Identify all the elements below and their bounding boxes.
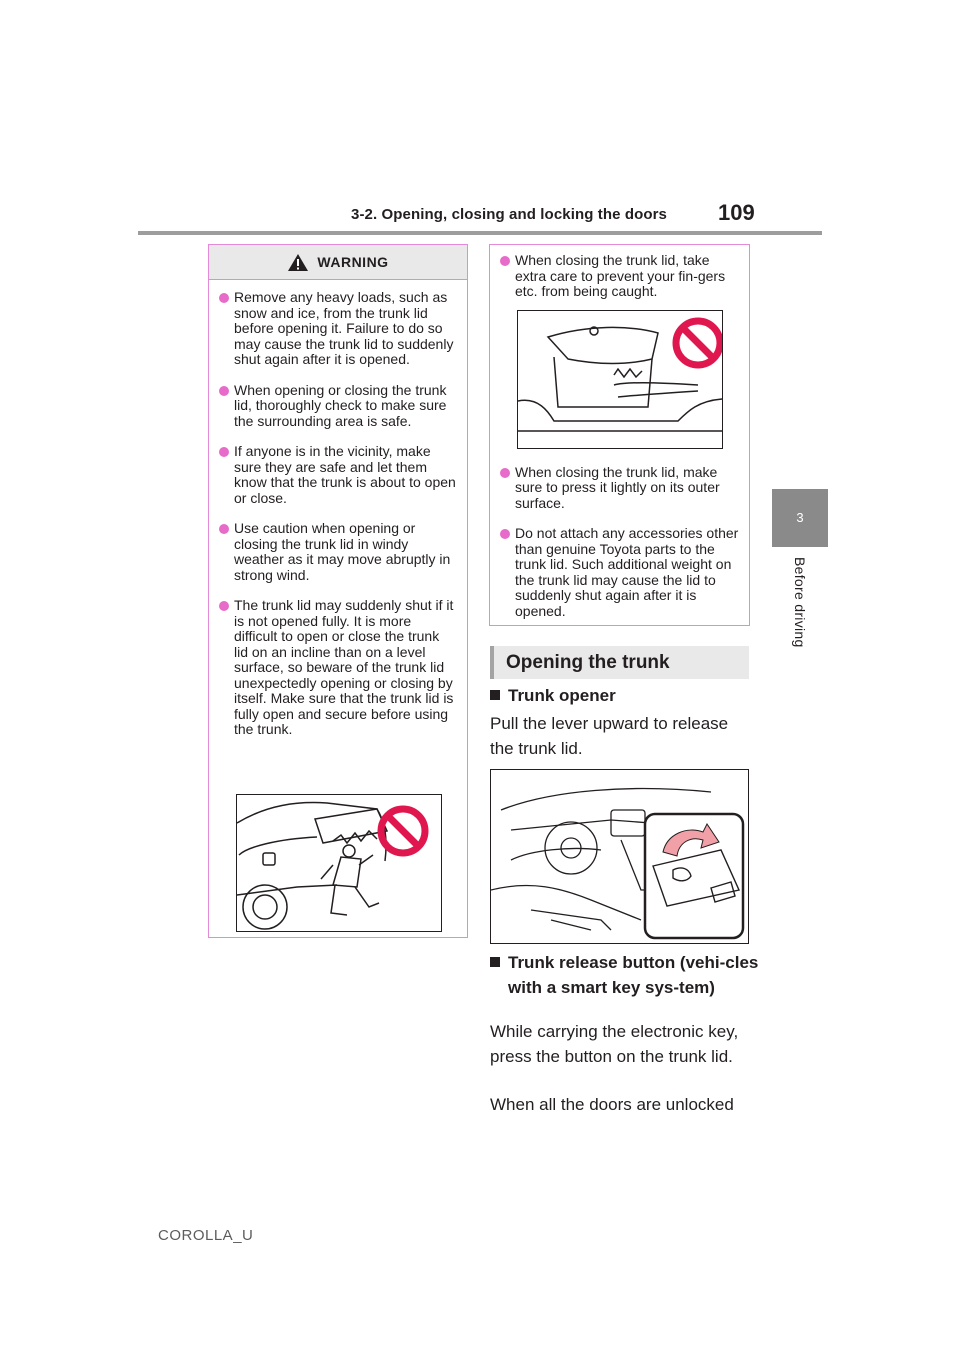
bullet-icon <box>219 524 229 534</box>
opening-trunk-heading: Opening the trunk <box>490 646 749 679</box>
warning-item: When closing the trunk lid, take extra care to prevent your fin-gers etc. from being caught. <box>500 253 739 300</box>
section-title: 3-2. Opening, closing and locking the doors <box>351 206 667 223</box>
prohibition-icon <box>676 321 720 365</box>
cabin-lever-drawing <box>491 770 748 943</box>
finger-caught-illustration <box>517 310 723 449</box>
chapter-tab: 3 <box>772 489 828 547</box>
trunk-release-text-continued: When all the doors are unlocked <box>490 1095 734 1114</box>
square-bullet-icon <box>490 690 500 700</box>
trunk-finger-drawing <box>518 311 722 448</box>
trunk-lid-hazard-illustration <box>236 794 442 932</box>
warning-item: Do not attach any accessories other than genuine Toyota parts to the trunk lid. Such additional weight on the trunk lid may cause the lid to suddenly shut again after it is opened. <box>500 526 739 619</box>
trunk-release-button-heading: Trunk release button (vehi-cles with a smart key sys-tem) <box>490 950 768 1000</box>
trunk-opener-text: Pull the lever upward to release the trunk lid. <box>490 714 729 758</box>
warning-item: When opening or closing the trunk lid, thoroughly check to make sure the surrounding area is safe. <box>219 383 457 430</box>
bullet-icon <box>500 256 510 266</box>
warning-title: WARNING <box>317 254 389 270</box>
bullet-icon <box>219 601 229 611</box>
warning-item: The trunk lid may suddenly shut if it is not opened fully. It is more difficult to open or close the trunk lid on an incline than on a level surface, so beware of the trunk lid unexpectedly opening or closing by itself. Make sure that the trunk lid is fully open and secure before using the trunk. <box>219 598 457 738</box>
trunk-release-text: While carrying the electronic key, press the button on the trunk lid. <box>490 1022 739 1066</box>
warning-item: Use caution when opening or closing the trunk lid in windy weather as it may move abruptly in strong wind. <box>219 521 457 583</box>
bullet-icon <box>219 386 229 396</box>
model-code: COROLLA_U <box>158 1227 254 1244</box>
warning-item: Remove any heavy loads, such as snow and ice, from the trunk lid before opening it. Failure to do so may cause the trunk lid to suddenly shut again after it is opened. <box>219 290 457 368</box>
bullet-icon <box>500 468 510 478</box>
bullet-icon <box>219 447 229 457</box>
warning-triangle-icon <box>287 253 309 272</box>
chapter-label: Before driving <box>792 557 808 648</box>
car-trunk-person-drawing <box>237 795 441 931</box>
warning-header <box>209 245 467 280</box>
page-number: 109 <box>718 200 755 225</box>
bullet-icon <box>219 293 229 303</box>
warning-item: If anyone is in the vicinity, make sure they are safe and let them know that the trunk is about to open or close. <box>219 444 457 506</box>
bullet-icon <box>500 529 510 539</box>
trunk-opener-lever-illustration <box>490 769 749 944</box>
square-bullet-icon <box>490 957 500 967</box>
header-divider <box>138 231 822 235</box>
warning-item: When closing the trunk lid, make sure to press it lightly on its outer surface. <box>500 465 739 512</box>
trunk-opener-heading: Trunk opener <box>490 683 768 708</box>
